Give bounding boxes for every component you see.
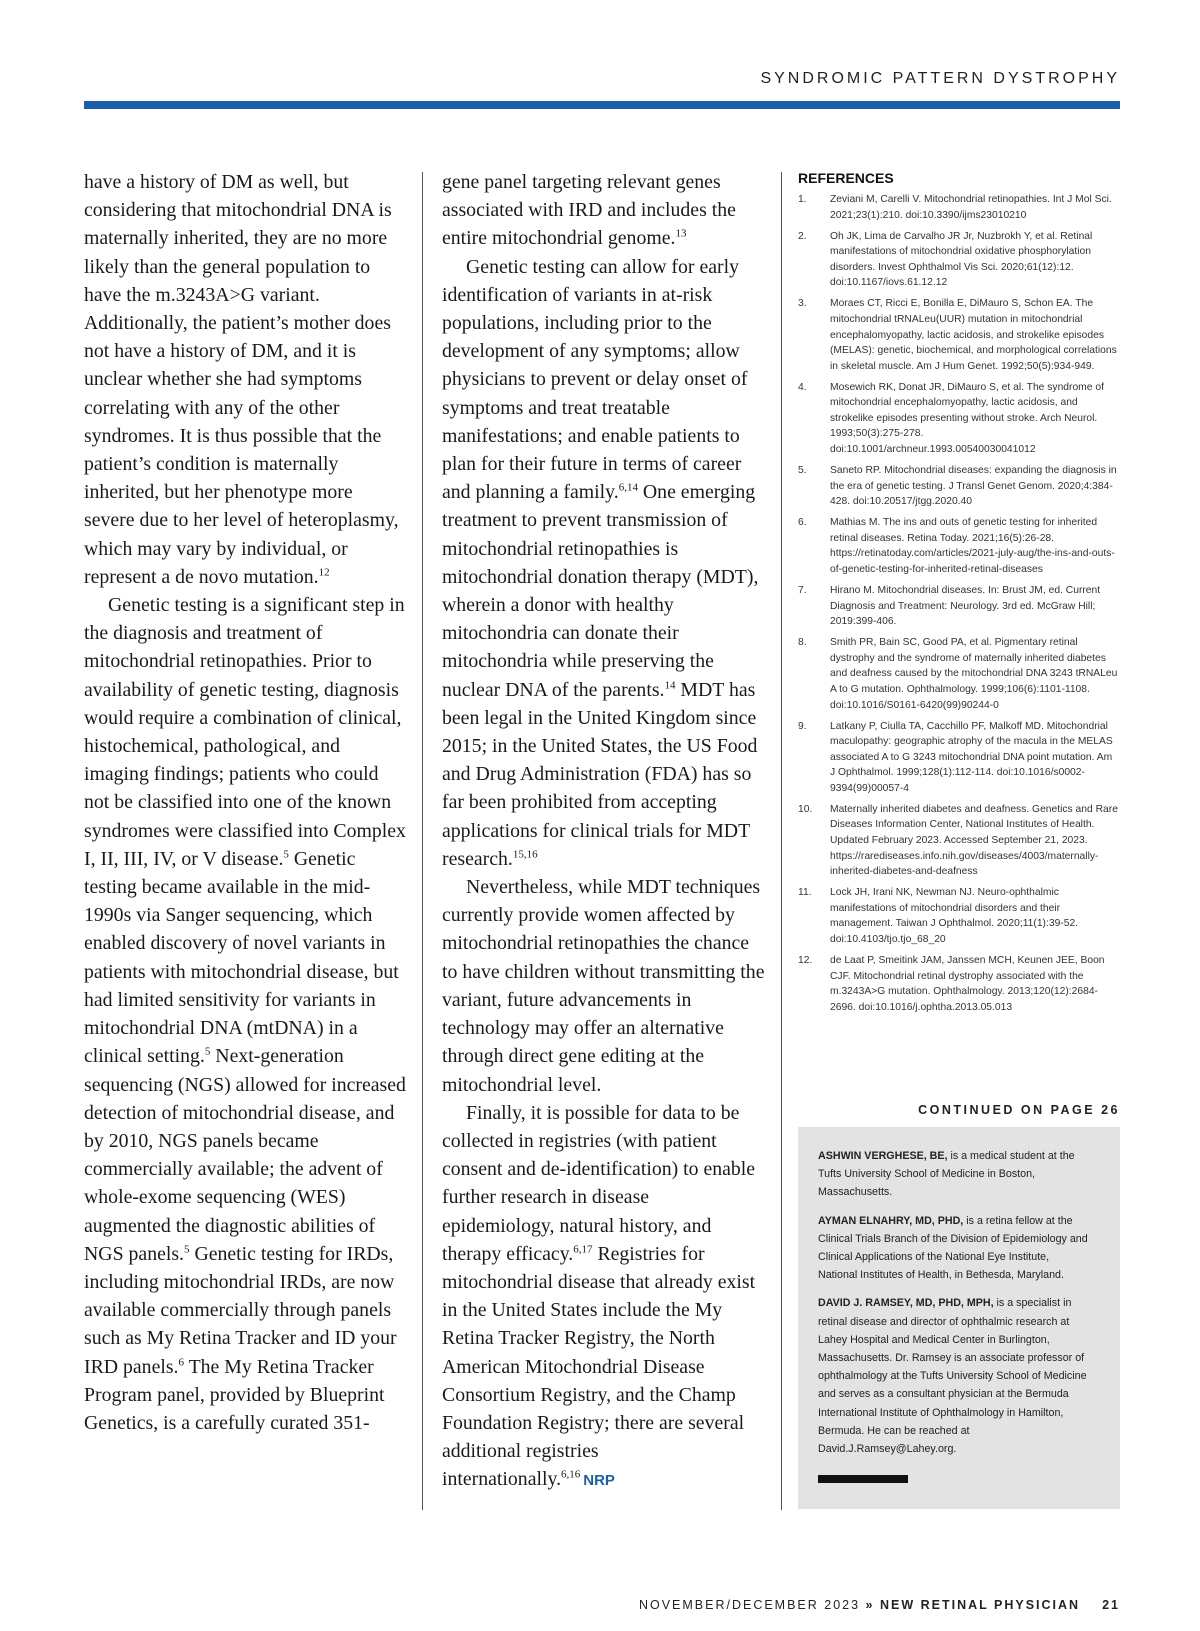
- author-bio-box: [798, 1127, 1120, 1509]
- reference-item: 5. Saneto RP. Mitochondrial diseases: expanding the diagnosis in the era of genetic testing. J Transl Genet Genom. 2020;4:384-428. doi:10.20517/jtgg.2020.40: [798, 465, 1117, 508]
- references-section: [798, 170, 1120, 1021]
- body-column-1: [84, 168, 408, 1437]
- author-name: ASHWIN VERGHESE, BE,: [818, 1150, 948, 1162]
- reference-item: 10. Maternally inherited diabetes and deafness. Genetics and Rare Diseases Information Center, National Institutes of Health. Updated February 2023. Accessed September 21, 2023. https://rarediseases.info.nih.gov/diseases/4003/maternally-inherited-diabetes-and-deafness: [798, 803, 1118, 878]
- running-header: SYNDROMIC PATTERN DYSTROPHY: [760, 70, 1120, 87]
- paragraph: have a history of DM as well, but considering that mitochondrial DNA is maternally inherited, they are no more likely than the general population to have the m.3243A>G variant. Additionally, the patient’s mother does not have a history of DM, and it is unclear whether she had symptoms correlating with any of the other syndromes. It is thus possible that the patient’s condition is maternally inherited, but her phenotype more severe due to her level of heteroplasmy, which may vary by individual, or represent a de novo mutation.$^{12}$: [84, 171, 399, 588]
- author-name: DAVID J. RAMSEY, MD, PHD, MPH,: [818, 1297, 994, 1310]
- author-name: AYMAN ELNAHRY, MD, PHD,: [818, 1214, 964, 1227]
- author-bio: ASHWIN VERGHESE, BE, is a medical student at the Tufts University School of Medicine in Boston, Massachusetts.: [818, 1150, 1075, 1199]
- reference-item: 12. de Laat P, Smeitink JAM, Janssen MCH, Keunen JEE, Boon CJF. Mitochondrial retinal dystrophy associated with the m.3243A>G mutation. Ophthalmology. 2013;120(12):2684-2696. doi:10.1016/j.ophtha.2013.05.013: [798, 955, 1105, 1013]
- page-footer: [639, 1598, 1120, 1612]
- references-title: REFERENCES: [798, 170, 894, 186]
- reference-item: 11. Lock JH, Irani NK, Newman NJ. Neuro-ophthalmic manifestations of mitochondrial disorders and their management. Taiwan J Ophthalmol. 2020;11(1):39-52. doi:10.4103/tjo.tjo_68_20: [798, 887, 1079, 946]
- paragraph: Genetic testing is a significant step in the diagnosis and treatment of mitochondrial retinopathies. Prior to availability of genetic testing, diagnosis would require a combination of clinical, histochemical, pathological, and imaging findings; patients who could not be classified into one of the known syndromes were classified into Complex I, II, III, IV, or V disease.$^5$ Genetic testing became available in the mid-1990s via Sanger sequencing, which enabled discovery of novel variants in patients with mitochondrial disease, but had limited sensitivity for variants in mitochondrial DNA (mtDNA) in a clinical setting.$^5$ Next-generation sequencing (NGS) allowed for increased detection of mitochondrial disease, and by 2010, NGS panels became commercially available; the advent of whole-exome sequencing (WES) augmented the diagnostic abilities of NGS panels.$^5$ Genetic testing for IRDs, including mitochondrial IRDs, are now available commercially through panels such as My Retina Tracker and ID your IRD panels.$^6$ The My Retina Tracker Program panel, provided by Blueprint Genetics, is a carefully curated 351-: [84, 594, 406, 1434]
- author-bio: DAVID J. RAMSEY, MD, PHD, MPH, is a specialist in retinal disease and director of ophthalmic research at Lahey Hospital and Medical Center in Burlington, Massachusetts. Dr. Ramsey is an associate professor of ophthalmology at the Tufts University School of Medicine and serves as a consultant physician at the Bermuda International Institute of Ophthalmology in Hamilton, Bermuda. He can be reached at David.J.Ramsey@Lahey.org.: [818, 1297, 1087, 1456]
- reference-item: 2. Oh JK, Lima de Carvalho JR Jr, Nuzbrokh Y, et al. Retinal manifestations of mitochondrial oxidative phosphorylation disorders. Invest Ophthalmol Vis Sci. 2020;61(12):12. doi:10.1167/iovs.61.12.12: [798, 230, 1093, 289]
- column-divider: [781, 172, 782, 1510]
- paragraph: Finally, it is possible for data to be collected in registries (with patient consent and de-identification) to enable further research in disease epidemiology, natural history, and therapy efficacy.$^{6,17}$ Registries for mitochondrial disease that already exist in the United States include the My Retina Tracker Registry, the North American Mitochondrial Disease Consortium Registry, and the Champ Foundation Registry; there are several additional registries internationally.$^{6,16}$ NRP: [442, 1101, 756, 1491]
- end-mark: NRP: [583, 1472, 615, 1490]
- author-bio: AYMAN ELNAHRY, MD, PHD, is a retina fellow at the Clinical Trials Branch of the Division of Epidemiology and Clinical Applications of the National Eye Institute, National Institutes of Health, in Bethesda, Maryland.: [818, 1214, 1088, 1282]
- body-column-2: [442, 168, 766, 1496]
- references-list: [798, 192, 1120, 1015]
- column-divider: [422, 172, 423, 1510]
- paragraph: Nevertheless, while MDT techniques currently provide women affected by mitochondrial retinopathies the chance to have children without transmitting the variant, future advancements in technology may offer an alternative through direct gene editing at the mitochondrial level.: [442, 876, 765, 1096]
- reference-item: 1. Zeviani M, Carelli V. Mitochondrial retinopathies. Int J Mol Sci. 2021;23(1):210. doi:10.3390/ijms23010210: [798, 194, 1112, 221]
- reference-item: 3. Moraes CT, Ricci E, Bonilla E, DiMauro S, Schon EA. The mitochondrial tRNALeu(UUR) mutation in mitochondrial encephalomyopathy, lactic acidosis, and strokelike episodes (MELAS): genetic, biochemical, and morphological correlations in skeletal muscle. Am J Hum Genet. 1992;50(5):934-949.: [798, 298, 1117, 372]
- footer-issue: NOVEMBER/DECEMBER 2023: [638, 1598, 866, 1612]
- reference-item: 6. Mathias M. The ins and outs of genetic testing for inherited retinal diseases. Retina Today. 2021;16(5):26-28. https://retinatoday.com/articles/2021-july-aug/the-ins-and-outs-of-genetic-testing-for-inherited-retinal-diseases: [798, 517, 1115, 576]
- reference-item: 9. Latkany P, Ciulla TA, Cacchillo PF, Malkoff MD. Mitochondrial maculopathy: geographic atrophy of the macula in the MELAS associated A to G 3243 mitochondrial DNA point mutation. Am J Ophthalmol. 1999;128(1):112-114. doi:10.1016/s0002-9394(99)00057-4: [798, 720, 1113, 794]
- footer-separator: »: [865, 1598, 875, 1612]
- author-bios: [818, 1147, 1090, 1468]
- paragraph: gene panel targeting relevant genes associated with IRD and includes the entire mitochondrial genome.$^{13}$: [442, 171, 736, 250]
- reference-item: 8. Smith PR, Bain SC, Good PA, et al. Pigmentary retinal dystrophy and the syndrome of maternally inherited diabetes and deafness caused by the mitochondrial DNA 3243 tRNALeu A to G mutation. Ophthalmology. 1999;106(6):1101-1108. doi:10.1016/S0161-6420(99)90244-0: [798, 637, 1118, 711]
- page-number: 21: [1102, 1598, 1120, 1612]
- reference-item: 7. Hirano M. Mitochondrial diseases. In: Brust JM, ed. Current Diagnosis and Treatment: Neurology. 3rd ed. McGraw Hill; 2019:399-406.: [798, 585, 1101, 628]
- paragraph: Genetic testing can allow for early identification of variants in at-risk populations, including prior to the development of any symptoms; allow physicians to prevent or delay onset of symptoms and treat treatable manifestations; and enable patients to plan for their future in terms of career and planning a family.$^{6,14}$ One emerging treatment to prevent transmission of mitochondrial retinopathies is mitochondrial donation therapy (MDT), wherein a donor with healthy mitochondria can donate their mitochondria while preserving the nuclear DNA of the parents.$^{14}$ MDT has been legal in the United Kingdom since 2015; in the United States, the US Food and Drug Administration (FDA) has so far been prohibited from accepting applications for clinical trials for MDT research.$^{15,16}$: [442, 255, 759, 870]
- footer-publication: NEW RETINAL PHYSICIAN: [874, 1598, 1081, 1612]
- header-accent-bar: [84, 101, 1120, 109]
- bio-end-rule: [818, 1475, 908, 1483]
- continued-on-page: CONTINUED ON PAGE 26: [918, 1103, 1120, 1117]
- reference-item: 4. Mosewich RK, Donat JR, DiMauro S, et al. The syndrome of mitochondrial encephalomyopathy, lactic acidosis, and strokelike episodes presenting without stroke. Arch Neurol. 1993;50(3):275-278. doi:10.1001/archneur.1993.00540030041012: [798, 381, 1104, 456]
